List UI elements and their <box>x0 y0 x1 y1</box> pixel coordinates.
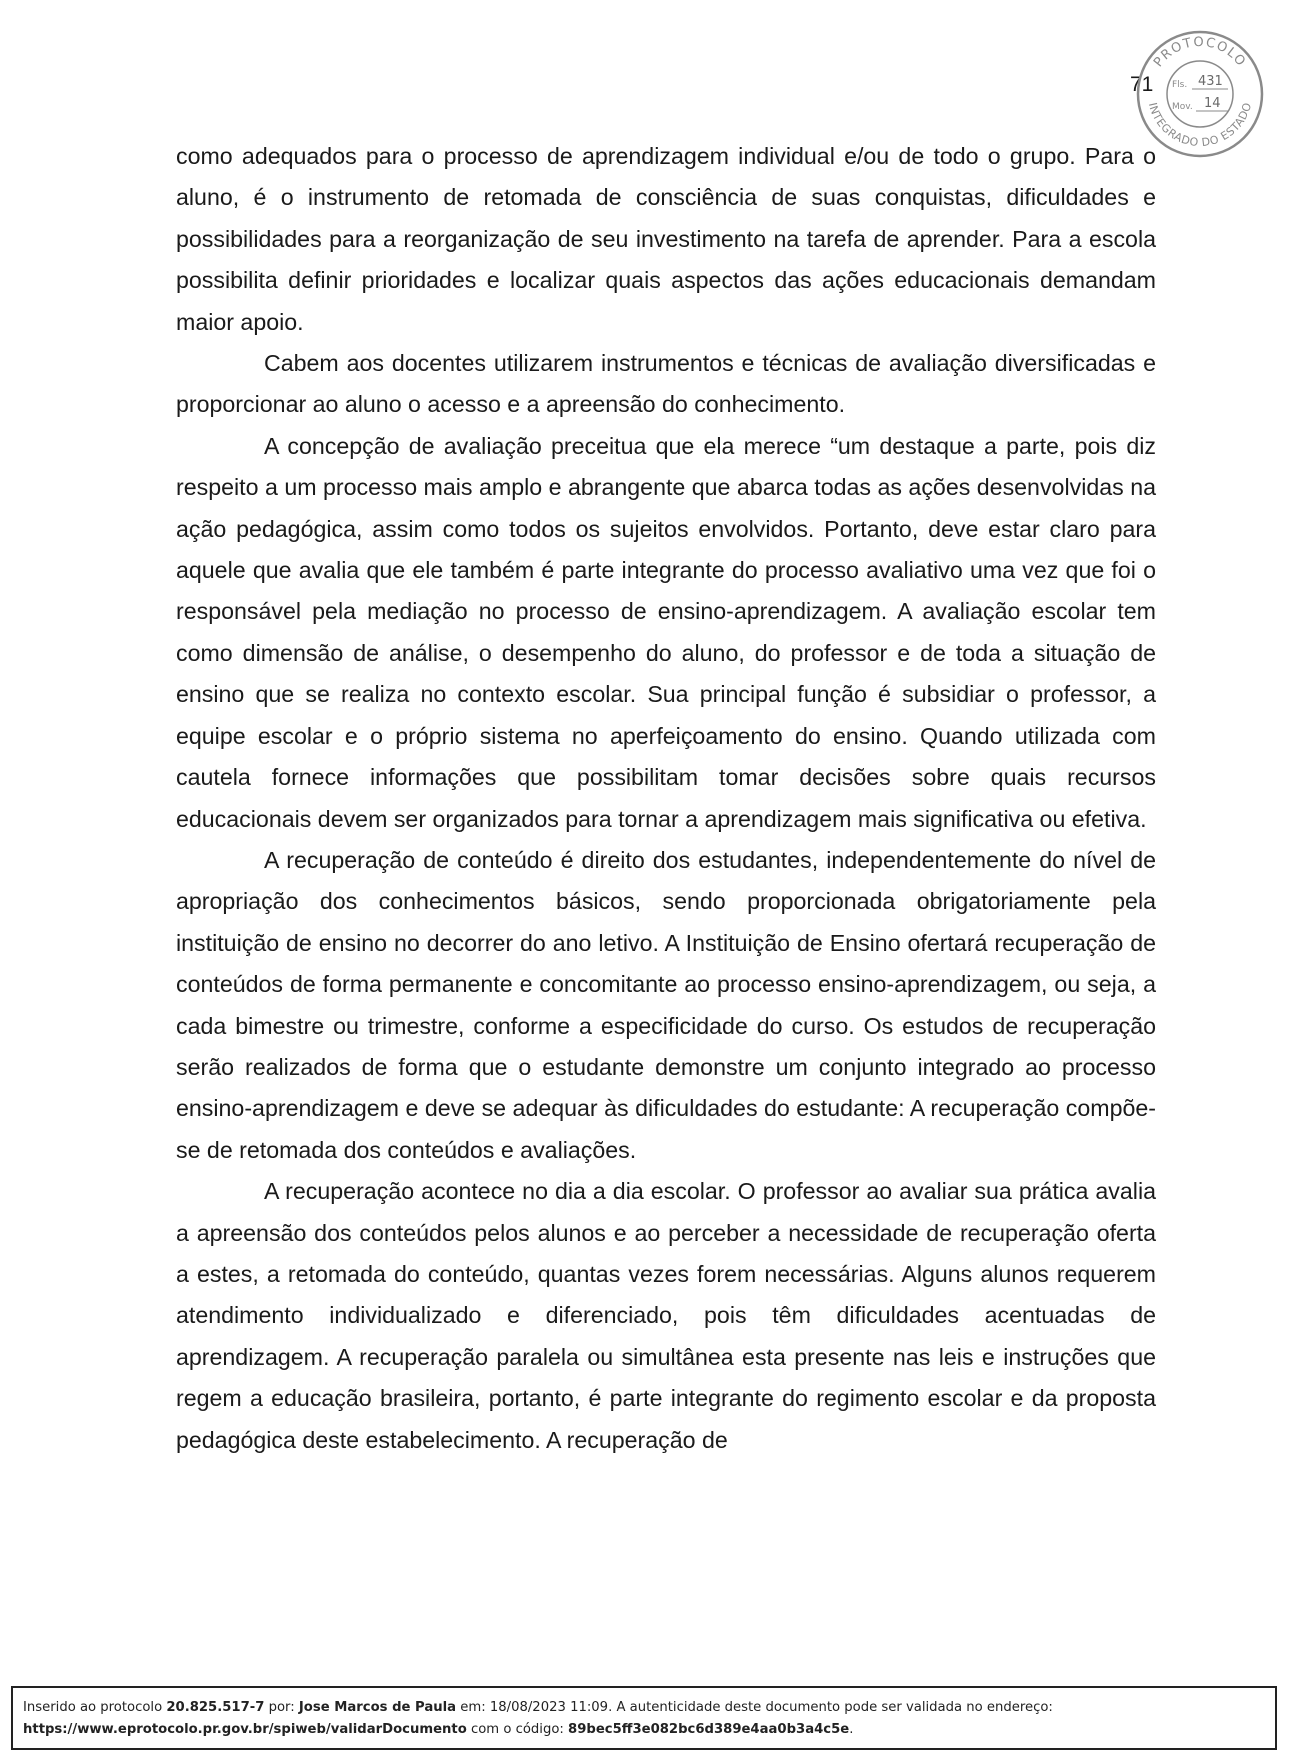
stamp-fls-value: 431 <box>1198 74 1223 89</box>
footer-code-label: com o código: <box>466 1722 569 1737</box>
protocol-number: 20.825.517-7 <box>166 1700 265 1715</box>
validation-url[interactable]: https://www.eprotocolo.pr.gov.br/spiweb/validarDocumento <box>23 1722 467 1737</box>
stamp-mov-label: Mov. <box>1172 102 1193 112</box>
footer-by-label: por: <box>264 1700 299 1715</box>
paragraph: A recuperação de conteúdo é direito dos estudantes, independentemente do nível de apropriação dos conhecimentos básicos, sendo proporcionada obrigatoriamente pela instituição de ensino no decorrer do ano letivo. A Instituição de Ensino ofertará recuperação de conteúdos de forma permanente e concomitante ao processo ensino-aprendizagem, ou seja, a cada bimestre ou trimestre, conforme a especificidade do curso. Os estudos de recuperação serão realizados de forma que o estudante demonstre um conjunto integrado ao processo ensino-aprendizagem e deve se adequar às dificuldades do estudante: A recuperação compõe-se de retomada dos conteúdos e avaliações. <box>176 846 1156 1163</box>
svg-text:PROTOCOLO <box>1151 35 1249 70</box>
page-number: 71 <box>1130 73 1154 96</box>
paragraph: A concepção de avaliação preceitua que ela merece “um destaque a parte, pois diz respeito a um processo mais amplo e abrangente que abarca todas as ações desenvolvidas na ação pedagógica, assim como todos os sujeitos envolvidos. Portanto, deve estar claro para aquele que avalia que ele também é parte integrante do processo avaliativo uma vez que foi o responsável pela mediação no processo de ensino-aprendizagem. A avaliação escolar tem como dimensão de análise, o desempenho do aluno, do professor e de toda a situação de ensino que se realiza no contexto escolar. Sua principal função é subsidiar o professor, a equipe escolar e o próprio sistema no aperfeiçoamento do ensino. Quando utilizada com cautela fornece informações que possibilitam tomar decisões sobre quais recursos educacionais devem ser organizados para tornar a aprendizagem mais significativa ou efetiva. <box>176 432 1156 832</box>
footer-end: . <box>849 1722 854 1737</box>
document-body <box>176 136 1156 1461</box>
stamp-mov-value: 14 <box>1204 96 1221 111</box>
paragraph: como adequados para o processo de aprendizagem individual e/ou de todo o grupo. Para o aluno, é o instrumento de retomada de consciência de suas conquistas, dificuldades e possibilidades para a reorganização de seu investimento na tarefa de aprender. Para a escola possibilita definir prioridades e localizar quais aspectos das ações educacionais demandam maior apoio. <box>176 143 1156 335</box>
authentication-footer <box>11 1686 1277 1750</box>
paragraph: Cabem aos docentes utilizarem instrumentos e técnicas de avaliação diversificadas e proporcionar ao aluno o acesso e a apreensão do conhecimento. <box>176 350 1156 418</box>
footer-date-text: em: 18/08/2023 11:09. A autenticidade deste documento pode ser validada no endereço: <box>456 1700 1053 1715</box>
footer-prefix: Inserido ao protocolo <box>23 1700 167 1715</box>
paragraph: A recuperação acontece no dia a dia escolar. O professor ao avaliar sua prática avalia a apreensão dos conteúdos pelos alunos e ao perceber a necessidade de recuperação oferta a estes, a retomada do conteúdo, quantas vezes forem necessárias. Alguns alunos requerem atendimento individualizado e diferenciado, pois têm dificuldades acentuadas de aprendizagem. A recuperação paralela ou simultânea esta presente nas leis e instruções que regem a educação brasileira, portanto, é parte integrante do regimento escolar e da proposta pedagógica deste estabelecimento. A recuperação de <box>176 1178 1156 1453</box>
stamp-bottom-text: INTEGRADO DO ESTADO <box>1145 100 1255 150</box>
footer-line-1 <box>23 1697 1265 1719</box>
author-name: Jose Marcos de Paula <box>298 1700 457 1715</box>
stamp-fls-label: Fls. <box>1172 80 1188 90</box>
stamp-top-text: PROTOCOLO <box>1151 34 1249 71</box>
footer-line-2 <box>23 1719 1265 1741</box>
validation-code: 89bec5ff3e082bc6d389e4aa0b3a4c5e <box>568 1722 850 1737</box>
